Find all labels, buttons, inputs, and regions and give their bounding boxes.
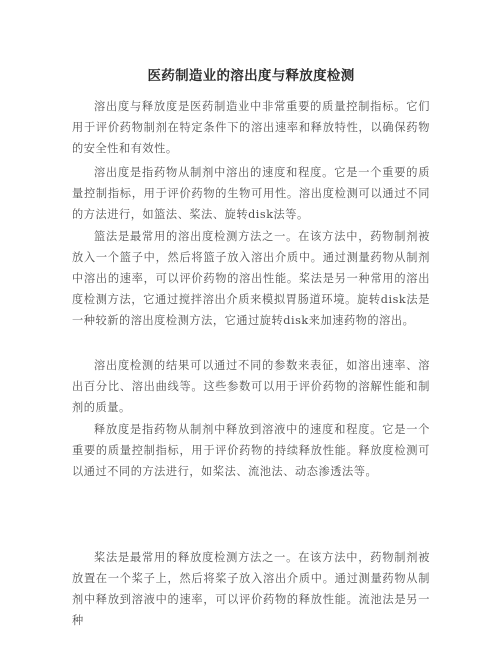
paragraph-dissolution-parameters: 溶出度检测的结果可以通过不同的参数来表征，如溶出速率、溶出百分比、溶出曲线等。这些参数可以用于评价药物的溶解性能和制剂的质量。 — [72, 359, 430, 414]
paragraph-release-definition: 释放度是指药物从制剂中释放到溶液中的速度和程度。它是一个重要的质量控制指标，用于评价药物的持续释放性能。释放度检测可以通过不同的方法进行，如桨法、流池法、动态渗透法等。 — [72, 423, 430, 478]
paragraph-release-methods: 桨法是最常用的释放度检测方法之一。在该方法中，药物制剂被放置在一个桨子上，然后将桨子放入溶出介质中。通过测量药物从制剂中释放到溶液中的速率，可以评价药物的释放性能。流池法是另一种 — [72, 551, 430, 627]
paragraph-dissolution-methods: 篮法是最常用的溶出度检测方法之一。在该方法中，药物制剂被放入一个篮子中，然后将篮子放入溶出介质中。通过测量药物从制剂中溶出的速率，可以评价药物的溶出性能。桨法是另一种常用的溶出度检测方法，它通过搅拌溶出介质来模拟胃肠道环境。旋转disk法是一种较新的溶出度检测方法，它通过旋转disk来加速药物的溶出。 — [72, 230, 430, 327]
paragraph-intro: 溶出度与释放度是医药制造业中非常重要的质量控制指标。它们用于评价药物制剂在特定条件下的溶出速率和释放特性，以确保药物的安全性和有效性。 — [72, 100, 430, 155]
paragraph-dissolution-definition: 溶出度是指药物从制剂中溶出的速度和程度。它是一个重要的质量控制指标，用于评价药物的生物可用性。溶出度检测可以通过不同的方法进行，如篮法、桨法、旋转disk法等。 — [72, 166, 430, 221]
document-title: 医药制造业的溶出度与释放度检测 — [147, 68, 355, 84]
